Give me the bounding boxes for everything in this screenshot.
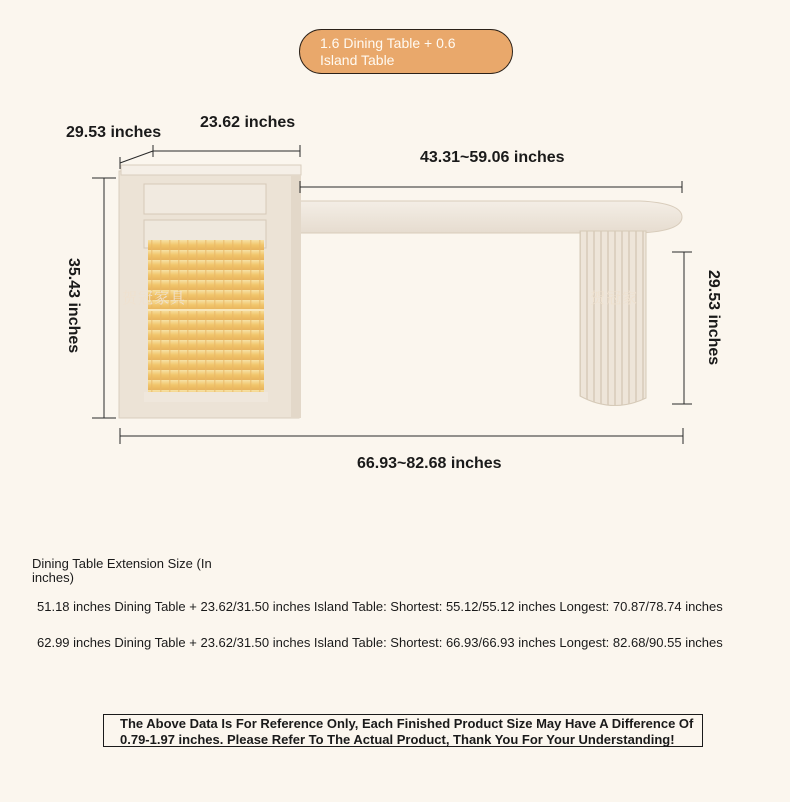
watermark-right: 贺冠家 [590, 290, 639, 307]
extension-size-row-2: 62.99 inches Dining Table + 23.62/31.50 inches Island Table: Shortest: 66.93/66.93 inches Longest: 82.68/90.55 inches [37, 635, 723, 650]
product-badge: 1.6 Dining Table + 0.6 Island Table [299, 29, 513, 74]
extension-tabletop [293, 201, 682, 233]
extension-width-label: 43.31~59.06 inches [420, 149, 565, 166]
total-length-label: 66.93~82.68 inches [357, 455, 502, 472]
extension-size-title: Dining Table Extension Size (In inches) [32, 556, 212, 585]
fluted-pedestal-leg [580, 231, 646, 406]
reference-note: The Above Data Is For Reference Only, Each Finished Product Size May Have A Difference Of 0.79-1.97 inches. Please Refer To The Actual Product, Thank You For Your Understanding! [103, 714, 703, 747]
depth-label: 29.53 inches [66, 124, 162, 141]
watermark-left: 贺冠家具 [122, 290, 187, 307]
table-height-label: 29.53 inches [705, 270, 722, 366]
cabinet-width-label: 23.62 inches [200, 114, 296, 131]
cabinet-height-label: 35.43 inches [65, 258, 82, 354]
extension-size-row-1: 51.18 inches Dining Table + 23.62/31.50 inches Island Table: Shortest: 55.12/55.12 inches Longest: 70.87/78.74 inches [37, 599, 723, 614]
